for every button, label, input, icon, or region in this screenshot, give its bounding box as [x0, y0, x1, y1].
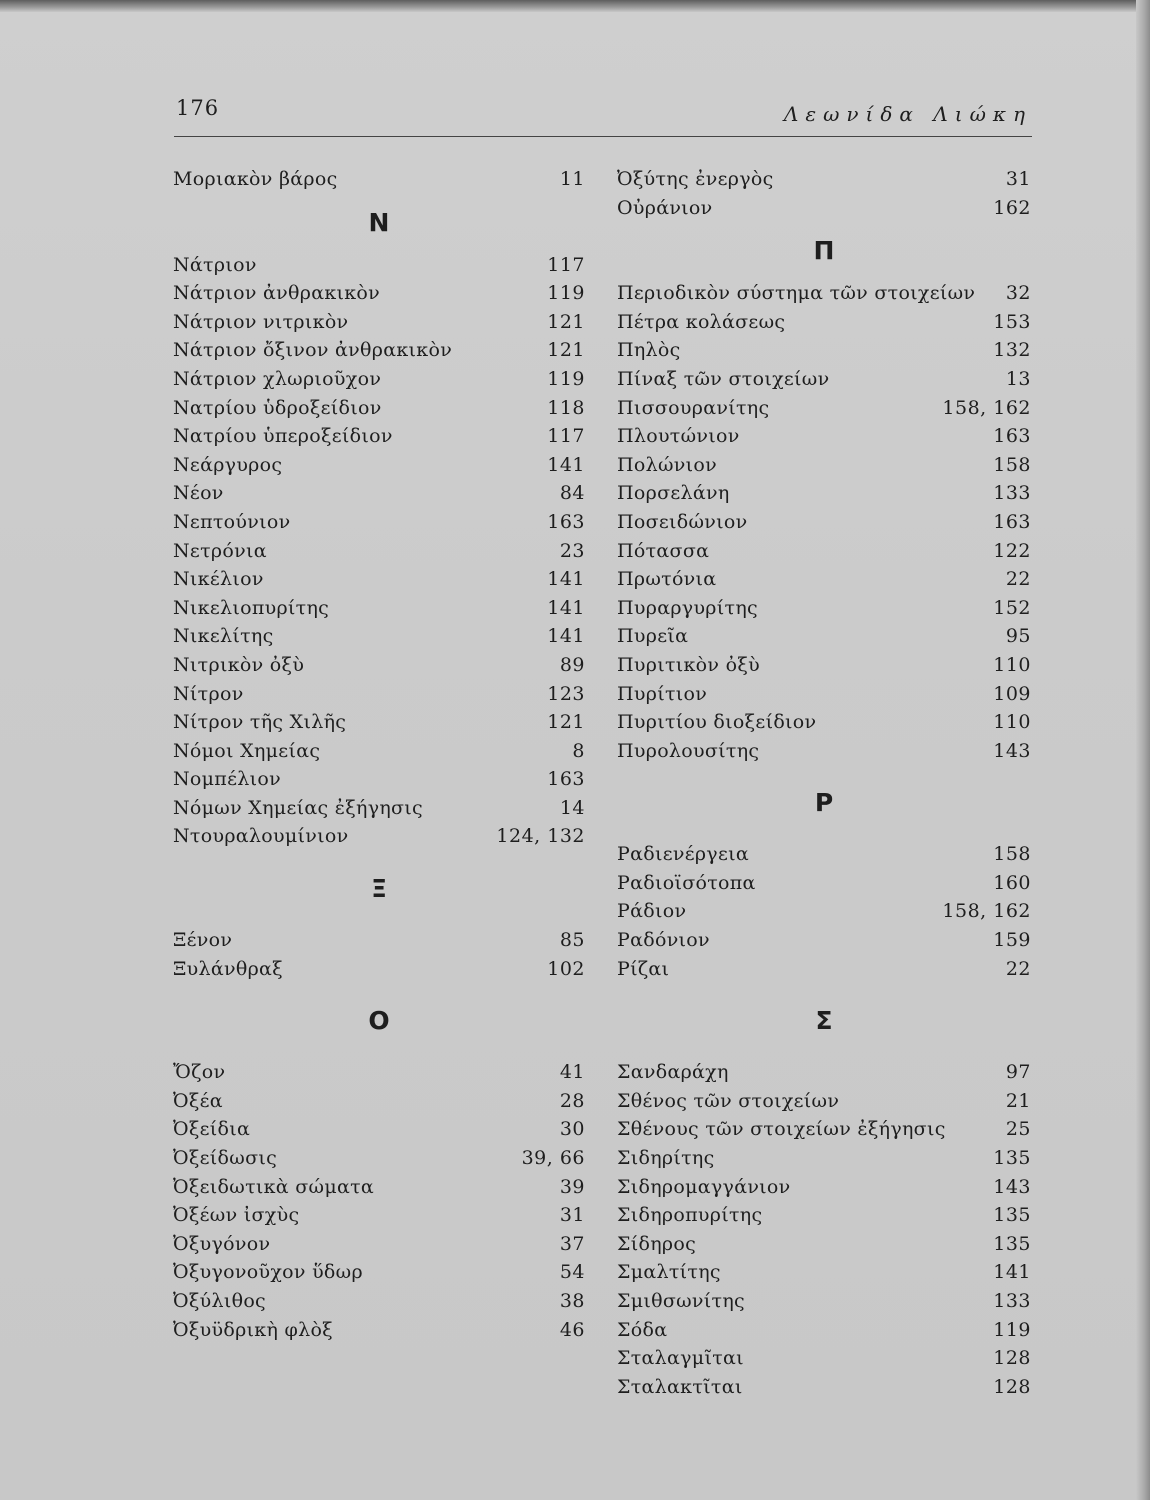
index-term: Νετρόνια	[173, 539, 267, 562]
index-term: Σθένος τῶν στοιχείων	[617, 1089, 840, 1112]
header-rule	[174, 136, 1032, 137]
index-entry	[617, 194, 1031, 223]
index-term: Πηλὸς	[617, 339, 681, 362]
index-entry	[173, 394, 585, 423]
index-term: Ράδιον	[617, 900, 687, 923]
index-page-ref: 141	[547, 596, 585, 619]
index-page-ref: 163	[993, 425, 1031, 448]
index-entry	[617, 955, 1031, 984]
index-entry	[173, 737, 585, 766]
index-term: Ποσειδώνιον	[617, 510, 748, 533]
index-term: Νέον	[173, 482, 224, 505]
index-entry	[173, 365, 585, 394]
index-page-ref: 23	[559, 539, 585, 562]
index-entry	[173, 1287, 585, 1316]
index-page-ref: 135	[993, 1204, 1031, 1227]
index-page-ref: 143	[993, 739, 1031, 762]
index-page-ref: 31	[1005, 168, 1031, 190]
index-entry	[173, 1173, 585, 1202]
index-entry	[617, 1058, 1031, 1087]
index-entry	[173, 594, 585, 623]
index-term: Πυρολουσίτης	[617, 739, 760, 762]
index-page-ref: 110	[993, 711, 1031, 734]
index-page-ref: 122	[993, 539, 1031, 562]
index-entry	[617, 680, 1031, 709]
index-term: Ρίζαι	[617, 957, 670, 980]
index-page-ref: 132	[993, 339, 1031, 362]
index-page-ref: 21	[1005, 1089, 1031, 1112]
index-letter-heading: Π	[813, 236, 835, 266]
index-entry	[173, 565, 585, 594]
index-page-ref: 158	[993, 843, 1031, 866]
index-entry	[617, 451, 1031, 480]
index-entry	[173, 1087, 585, 1116]
index-entry	[173, 1058, 585, 1087]
index-entry	[617, 1173, 1031, 1202]
index-entry	[617, 1115, 1031, 1144]
index-term: Νικελιοπυρίτης	[173, 596, 330, 619]
index-page-ref: 46	[559, 1318, 585, 1341]
index-page-ref: 38	[559, 1290, 585, 1312]
index-term: Πλουτώνιον	[617, 425, 740, 448]
index-entry	[173, 336, 585, 365]
index-term: Νικέλιον	[173, 568, 264, 591]
index-page-ref: 128	[993, 1347, 1031, 1370]
index-entry	[617, 422, 1031, 451]
index-entry	[173, 1230, 585, 1259]
index-entry	[173, 1115, 585, 1144]
index-page-ref: 135	[993, 1147, 1031, 1170]
index-page-ref: 41	[559, 1061, 585, 1084]
index-letter-heading: Ν	[368, 207, 390, 237]
index-entry	[173, 508, 585, 537]
index-term: Πισσουρανίτης	[617, 396, 770, 419]
index-page-ref: 158, 162	[942, 396, 1031, 419]
index-entry	[617, 1258, 1031, 1287]
index-term: Ὀξύλιθος	[173, 1290, 267, 1312]
index-entry	[617, 840, 1031, 869]
index-term: Σιδηρομαγγάνιον	[617, 1175, 791, 1198]
index-page-ref: 13	[1005, 367, 1031, 390]
index-page-ref: 31	[559, 1204, 585, 1227]
index-entry	[617, 479, 1031, 508]
index-entry	[617, 737, 1031, 766]
index-column-right	[617, 165, 1031, 1401]
index-page-ref: 141	[547, 568, 585, 591]
index-term: Ὀξύτης ἐνεργὸς	[617, 168, 774, 190]
index-page-ref: 128	[993, 1375, 1031, 1398]
index-page-ref: 11	[559, 168, 585, 190]
index-page-ref: 133	[993, 482, 1031, 505]
index-entry	[617, 508, 1031, 537]
index-page-ref: 54	[559, 1261, 585, 1284]
index-term: Πυρεῖα	[617, 625, 689, 648]
index-page-ref: 118	[547, 396, 585, 419]
index-term: Οὐράνιον	[617, 196, 713, 219]
index-entry	[617, 1230, 1031, 1259]
index-term: Ὀξυγονοῦχον ὕδωρ	[173, 1261, 363, 1284]
index-entry	[617, 565, 1031, 594]
index-entry	[173, 622, 585, 651]
index-term: Πυραργυρίτης	[617, 596, 758, 619]
index-page-ref: 158	[993, 453, 1031, 476]
index-entry	[173, 279, 585, 308]
index-page-ref: 152	[993, 596, 1031, 619]
index-entry	[617, 1373, 1031, 1402]
index-entry	[173, 955, 585, 984]
index-page-ref: 8	[572, 739, 585, 762]
index-page-ref: 85	[559, 929, 585, 952]
index-term: Ξυλάνθραξ	[173, 957, 283, 980]
scan-top-edge	[0, 0, 1150, 12]
index-entry	[617, 537, 1031, 566]
index-term: Νόμων Χημείας ἐξήγησις	[173, 796, 424, 819]
index-entry	[617, 651, 1031, 680]
index-term: Ραδόνιον	[617, 929, 710, 952]
index-entry	[173, 651, 585, 680]
index-term: Νίτρον τῆς Χιλῆς	[173, 711, 347, 734]
scan-right-edge	[1136, 0, 1150, 1500]
index-page-ref: 163	[993, 510, 1031, 533]
index-entry	[617, 869, 1031, 898]
index-entry	[617, 926, 1031, 955]
index-term: Περιοδικὸν σύστημα τῶν στοιχείων	[617, 282, 976, 305]
index-term: Πυρίτιον	[617, 682, 708, 705]
index-page-ref: 95	[1005, 625, 1031, 648]
index-term: Σιδηροπυρίτης	[617, 1204, 763, 1227]
index-entry	[173, 708, 585, 737]
index-term: Ραδιοϊσότοπα	[617, 871, 756, 894]
index-page-ref: 89	[559, 653, 585, 676]
index-page-ref: 158, 162	[942, 900, 1031, 923]
index-entry	[617, 165, 1031, 194]
index-page-ref: 123	[547, 682, 585, 705]
index-term: Πέτρα κολάσεως	[617, 310, 786, 333]
index-page-ref: 39	[559, 1175, 585, 1198]
index-term: Ὀξειδωτικὰ σώματα	[173, 1175, 375, 1198]
index-term: Νατρίου ὑπεροξείδιον	[173, 425, 393, 448]
index-entry	[173, 308, 585, 337]
running-title: Λεωνίδα Λιώκη	[783, 102, 1032, 126]
index-term: Νομπέλιον	[173, 768, 281, 791]
index-term: Πορσελάνη	[617, 482, 730, 505]
index-term: Νεάργυρος	[173, 453, 283, 476]
index-term: Ντουραλουμίνιον	[173, 825, 349, 848]
index-page-ref: 163	[547, 510, 585, 533]
index-entry	[173, 1201, 585, 1230]
index-term: Ὀξυγόνον	[173, 1232, 271, 1255]
index-term: Νιτρικὸν ὀξὺ	[173, 653, 305, 676]
index-entry	[617, 897, 1031, 926]
index-page-ref: 28	[559, 1089, 585, 1112]
index-entry	[173, 1144, 585, 1173]
index-term: Ὀξέων ἰσχὺς	[173, 1204, 300, 1227]
index-entry	[173, 1316, 585, 1345]
index-term: Ὄζον	[173, 1061, 226, 1084]
index-page-ref: 135	[993, 1232, 1031, 1255]
index-entry	[173, 251, 585, 280]
index-entry	[173, 822, 585, 851]
index-entry	[173, 451, 585, 480]
index-page-ref: 141	[547, 453, 585, 476]
index-entry	[617, 1287, 1031, 1316]
index-term: Νατρίου ὑδροξείδιον	[173, 396, 382, 419]
index-term: Νάτριον ὄξινον ἀνθρακικὸν	[173, 339, 453, 362]
index-term: Σιδηρίτης	[617, 1147, 715, 1170]
index-term: Σταλαγμῖται	[617, 1347, 744, 1370]
index-page-ref: 121	[547, 310, 585, 333]
index-letter-heading: Ο	[368, 1006, 390, 1036]
index-page-ref: 153	[993, 310, 1031, 333]
index-page-ref: 84	[559, 482, 585, 505]
page-number: 176	[176, 96, 220, 120]
index-page-ref: 117	[547, 253, 585, 276]
index-page-ref: 121	[547, 711, 585, 734]
index-entry	[173, 765, 585, 794]
index-entry	[617, 1201, 1031, 1230]
index-term: Σμιθσωνίτης	[617, 1290, 745, 1312]
index-page-ref: 30	[559, 1118, 585, 1141]
index-term: Πυριτικὸν ὀξὺ	[617, 653, 760, 676]
index-term: Ὀξείδια	[173, 1118, 251, 1141]
index-page-ref: 163	[547, 768, 585, 791]
index-term: Νάτριον ἀνθρακικὸν	[173, 282, 381, 305]
index-term: Σθένους τῶν στοιχείων ἐξήγησις	[617, 1118, 946, 1141]
index-page-ref: 117	[547, 425, 585, 448]
index-page-ref: 162	[993, 196, 1031, 219]
index-page-ref: 119	[547, 367, 585, 390]
index-entry	[617, 336, 1031, 365]
index-letter-heading: Ξ	[371, 874, 387, 904]
index-entry	[173, 794, 585, 823]
index-entry	[617, 365, 1031, 394]
index-entry	[617, 279, 1031, 308]
index-entry	[617, 708, 1031, 737]
index-page-ref: 22	[1005, 568, 1031, 591]
index-term: Πρωτόνια	[617, 568, 717, 591]
index-page-ref: 109	[993, 682, 1031, 705]
index-term: Πίναξ τῶν στοιχείων	[617, 367, 830, 390]
index-entry	[173, 1258, 585, 1287]
index-term: Ὀξείδωσις	[173, 1147, 278, 1170]
index-page-ref: 141	[993, 1261, 1031, 1284]
index-page-ref: 37	[559, 1232, 585, 1255]
index-page-ref: 133	[993, 1290, 1031, 1312]
index-term: Σμαλτίτης	[617, 1261, 721, 1284]
index-entry	[617, 394, 1031, 423]
index-page-ref: 39, 66	[521, 1147, 585, 1170]
index-entry	[617, 308, 1031, 337]
index-page-ref: 143	[993, 1175, 1031, 1198]
index-letter-heading: Ρ	[814, 788, 834, 818]
index-term: Πυριτίου διοξείδιον	[617, 711, 817, 734]
index-page-ref: 121	[547, 339, 585, 362]
index-entry	[173, 537, 585, 566]
index-page-ref: 141	[547, 625, 585, 648]
index-term: Μοριακὸν βάρος	[173, 168, 338, 190]
index-term: Νικελίτης	[173, 625, 274, 648]
index-page-ref: 32	[1005, 282, 1031, 305]
index-entry	[173, 422, 585, 451]
index-term: Ὀξέα	[173, 1089, 223, 1112]
index-term: Σανδαράχη	[617, 1061, 729, 1084]
index-term: Νάτριον	[173, 253, 257, 276]
index-letter-heading: Σ	[815, 1006, 833, 1036]
index-term: Πότασσα	[617, 539, 710, 562]
index-term: Ξένον	[173, 929, 233, 952]
index-page-ref: 22	[1005, 957, 1031, 980]
index-page-ref: 160	[993, 871, 1031, 894]
index-page-ref: 97	[1005, 1061, 1031, 1084]
index-page-ref: 124, 132	[496, 825, 585, 848]
index-page-ref: 119	[993, 1318, 1031, 1341]
index-term: Ὀξυϋδρικὴ φλὸξ	[173, 1318, 333, 1341]
index-page-ref: 159	[993, 929, 1031, 952]
index-term: Νάτριον νιτρικὸν	[173, 310, 349, 333]
index-entry	[173, 165, 585, 194]
index-entry	[617, 1344, 1031, 1373]
index-term: Πολώνιον	[617, 453, 717, 476]
index-term: Νίτρον	[173, 682, 244, 705]
index-term: Νάτριον χλωριοῦχον	[173, 367, 382, 390]
index-page-ref: 102	[547, 957, 585, 980]
index-entry	[617, 1087, 1031, 1116]
index-term: Σίδηρος	[617, 1232, 697, 1255]
index-term: Νεπτούνιον	[173, 510, 291, 533]
index-entry	[173, 479, 585, 508]
index-entry	[617, 594, 1031, 623]
index-entry	[617, 1316, 1031, 1345]
index-term: Ραδιενέργεια	[617, 843, 749, 866]
index-column-left	[173, 165, 585, 1344]
index-term: Σταλακτῖται	[617, 1375, 743, 1398]
index-page-ref: 119	[547, 282, 585, 305]
index-entry	[617, 1144, 1031, 1173]
index-entry	[173, 926, 585, 955]
index-term: Σόδα	[617, 1318, 668, 1341]
index-entry	[173, 680, 585, 709]
index-term: Νόμοι Χημείας	[173, 739, 321, 762]
index-entry	[617, 622, 1031, 651]
index-page-ref: 110	[993, 653, 1031, 676]
index-page-ref: 14	[559, 796, 585, 819]
index-page-ref: 25	[1005, 1118, 1031, 1141]
